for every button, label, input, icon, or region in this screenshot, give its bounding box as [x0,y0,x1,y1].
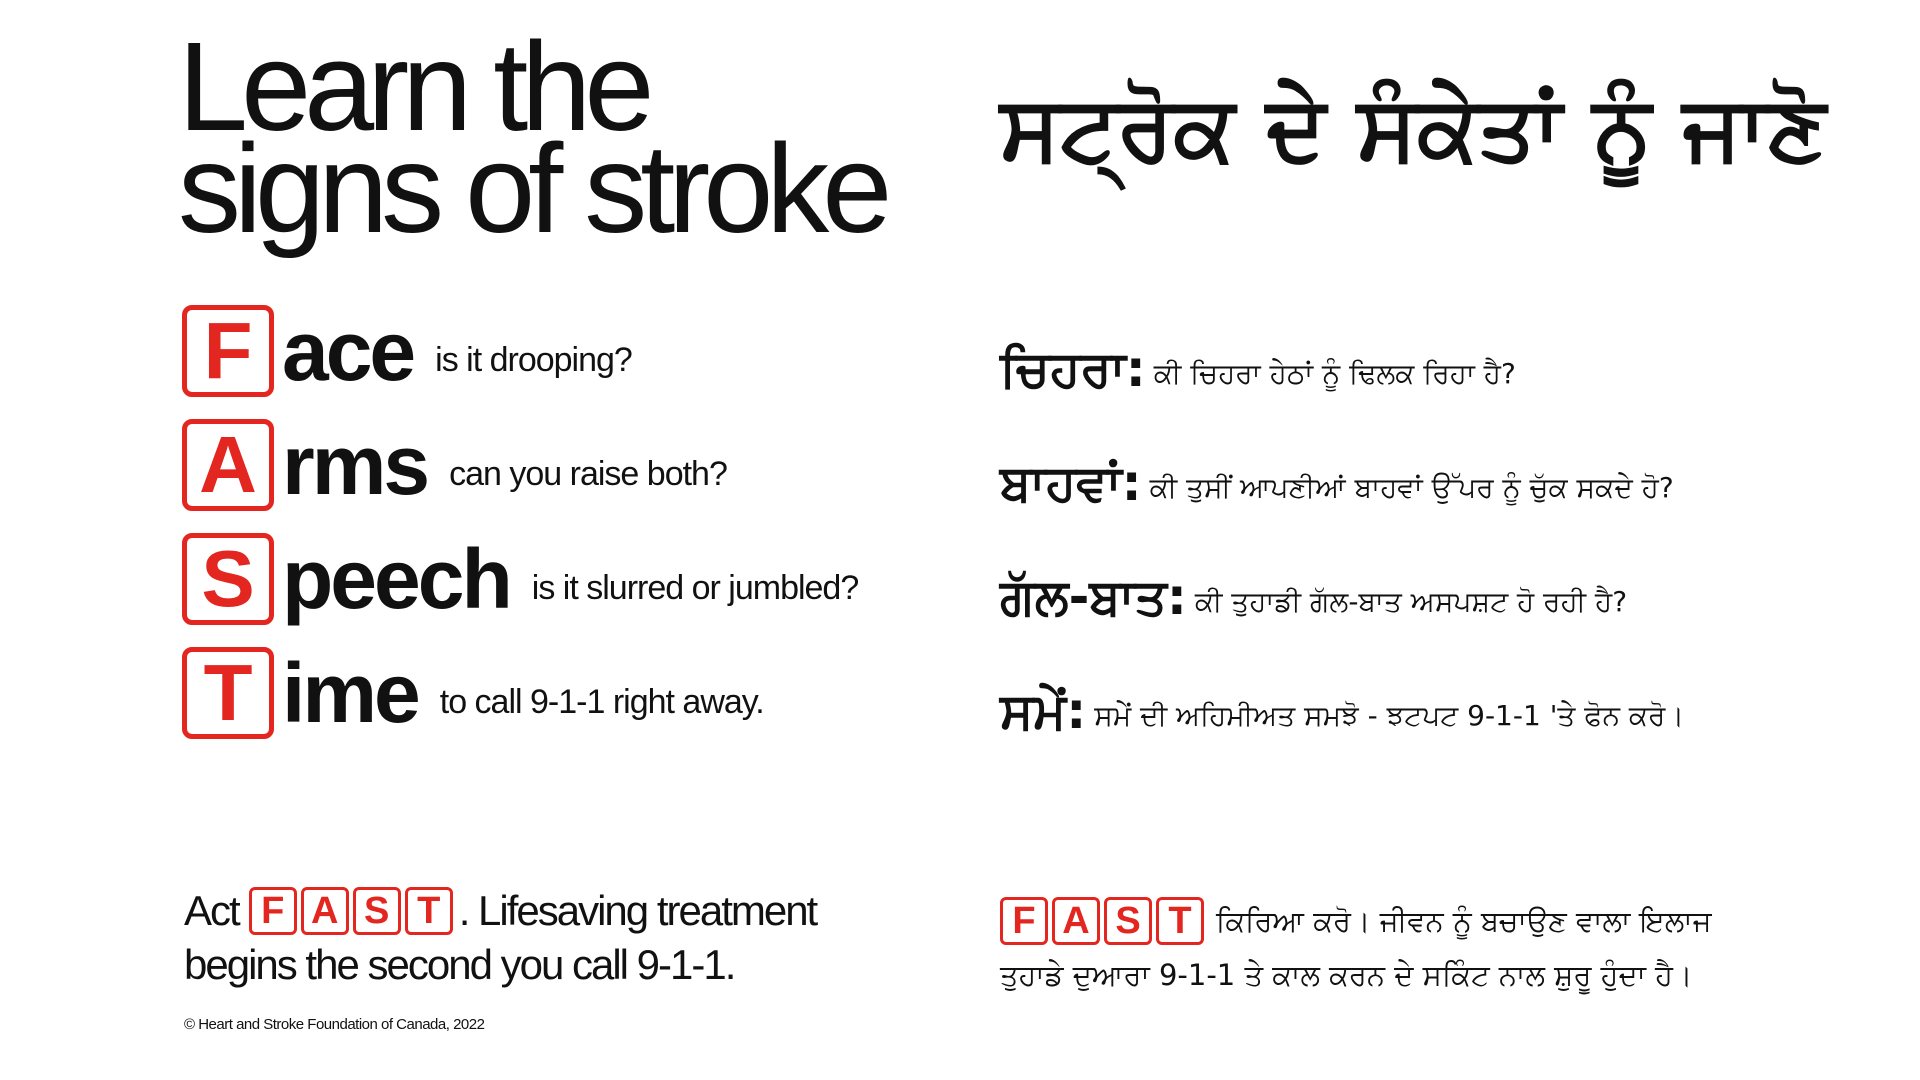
fast-word-arms: rms [282,417,428,512]
title-line-1: Learn the [178,16,648,157]
pa-text-arms: ਕੀ ਤੁਸੀਂ ਆਪਣੀਆਂ ਬਾਹਵਾਂ ਉੱਪਰ ਨੂੰ ਚੁੱਕ ਸਕਦੇ ਹੋ? [1149,471,1674,504]
act-pa-text-1: ਕਿਰਿਆ ਕਰੋ। ਜੀਵਨ ਨੂੰ ਬਚਾਉਣ ਵਾਲਾ ਇਲਾਜ [1216,904,1712,938]
copyright-notice: © Heart and Stroke Foundation of Canada, 2022 [184,1016,485,1033]
fast-row-speech [182,528,942,630]
pa-key-speech: ਗੱਲ-ਬਾਤ: [1000,567,1187,626]
pa-key-arms: ਬਾਹਵਾਂ: [1000,453,1142,512]
fast-row-arms [182,414,942,516]
title-line-2: signs of stroke [178,118,886,259]
act-line-2: begins the second you call 9-1-1. [184,941,735,988]
pa-row-face [1000,318,1880,420]
fast-word-face: ace [282,303,414,398]
fast-letter-box-t: T [182,647,274,739]
act-fast-boxes [249,887,453,935]
fast-question-face: is it drooping? [435,340,632,379]
fast-row-face [182,300,942,402]
act-pa-box-a: A [1052,897,1100,945]
act-box-s: S [353,887,401,935]
fast-letter-box-a: A [182,419,274,511]
pa-key-time: ਸਮੇਂ: [1000,681,1087,740]
act-suffix: . Lifesaving treatment [458,887,817,934]
pa-row-arms [1000,432,1880,534]
fast-word-speech: peech [282,531,510,626]
act-pa-fast-boxes [1000,897,1204,945]
fast-question-speech: is it slurred or jumbled? [531,568,859,607]
act-prefix: Act [184,887,239,934]
fast-word-time: ime [282,645,418,740]
pa-row-time [1000,660,1880,762]
fast-question-arms: can you raise both? [449,454,727,493]
act-fast-english [184,884,944,992]
act-pa-box-t: T [1156,897,1204,945]
act-pa-line-2: ਤੁਹਾਡੇ ਦੁਆਰਾ 9-1-1 ਤੇ ਕਾਲ ਕਰਨ ਦੇ ਸਕਿੰਟ ਨਾਲ ਸ਼ੁਰੂ ਹੁੰਦਾ ਹੈ। [1000,958,1693,992]
fast-letter-box-f: F [182,305,274,397]
act-line-1 [184,884,944,938]
fast-row-time [182,642,942,744]
pa-text-time: ਸਮੇਂ ਦੀ ਅਹਿਮੀਅਤ ਸਮਝੋ - ਝਟਪਟ 9-1-1 'ਤੇ ਫੋਨ ਕਰੋ। [1094,699,1685,732]
act-box-t: T [405,887,453,935]
page-title-english [178,16,938,259]
act-pa-box-s: S [1104,897,1152,945]
pa-text-face: ਕੀ ਚਿਹਰਾ ਹੇਠਾਂ ਨੂੰ ਢਿਲਕ ਰਿਹਾ ਹੈ? [1153,357,1516,390]
pa-key-face: ਚਿਹਰਾ: [1000,339,1146,398]
act-pa-line-1 [1000,894,1880,948]
act-box-f: F [249,887,297,935]
pa-row-speech [1000,546,1880,648]
page-title-punjabi: ਸਟ੍ਰੋਕ ਦੇ ਸੰਕੇਤਾਂ ਨੂੰ ਜਾਣੋ [1000,76,1826,181]
fast-letter-box-s: S [182,533,274,625]
fast-question-time: to call 9-1-1 right away. [439,682,764,721]
pa-text-speech: ਕੀ ਤੁਹਾਡੀ ਗੱਲ-ਬਾਤ ਅਸਪਸ਼ਟ ਹੋ ਰਹੀ ਹੈ? [1194,585,1628,618]
act-box-a: A [301,887,349,935]
act-fast-punjabi [1000,894,1880,1002]
act-pa-box-f: F [1000,897,1048,945]
